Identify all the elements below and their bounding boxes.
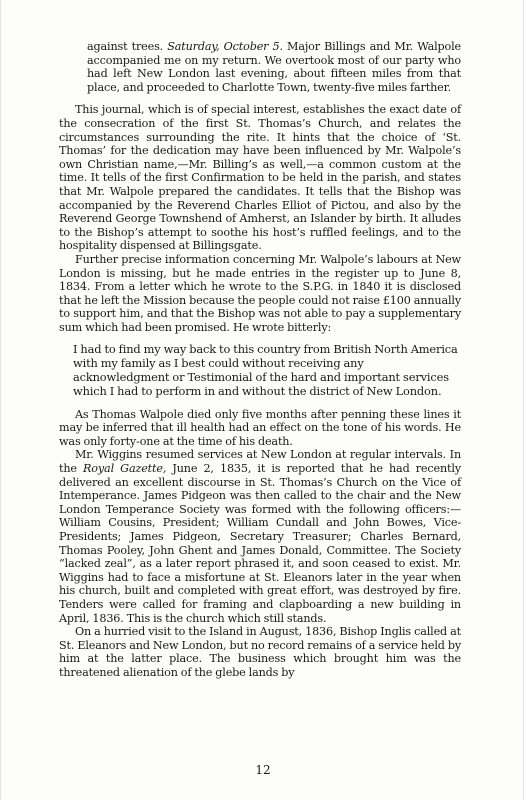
body-text: [59, 40, 461, 680]
paragraph-wiggins-services: Mr. Wiggins resumed services at New London at regular intervals. In the Royal Gazette, June 2, 1835, it is reported that he had recently delivered an excellent discourse in St. Thomas’s Church on the Vice of Intemperance. James Pidgeon was then called to the chair and the New London Temperance Society was formed with the following officers:—William Cousins, President; William Cundall and John Bowes, Vice-Presidents; James Pidgeon, Secretary Treasurer; Charles Bernard, Thomas Pooley, John Ghent and James Donald, Committee. The Society “lacked zeal”, as a later report phrased it, and soon ceased to exist. Mr. Wiggins had to face a misfortune at St. Eleanors later in the year when his church, built and completed with great effort, was destroyed by fire. Tenders were called for framing and clapboarding a new building in April, 1836. This is the church which still stands.: [59, 448, 461, 625]
paragraph-walpole-death: As Thomas Walpole died only five months after penning these lines it may be inferred that ill health had an effect on the tone of his words. He was only forty-one at the time of his death.: [59, 407, 461, 448]
block-quote-walpole: I had to find my way back to this country from British North America with my family as I best could without receiving any acknowledgment or Testimonial of the hard and important services which I had to perform in and without the district of New London.: [73, 342, 458, 398]
paragraph-walpole-labours: Further precise information concerning Mr. Walpole’s labours at New London is missing, but he made entries in the register up to June 8, 1834. From a letter which he wrote to the S.P.G. in 1840 it is disclosed that he left the Mission because the people could not raise £100 annually to support him, and that the Bishop was not able to pay a supplementary sum which had been promised. He wrote bitterly:: [59, 252, 461, 334]
paragraph-bishop-visit: On a hurried visit to the Island in August, 1836, Bishop Inglis called at St. Eleanors and New London, but no record remains of a service held by him at the latter place. The business which brought him was the threatened alienation of the glebe lands by: [59, 625, 461, 679]
paragraph-journal-continuation: against trees. Saturday, October 5. Major Billings and Mr. Walpole accompanied me on my return. We overtook most of our party who had left New London last evening, about fifteen miles from that place, and proceeded to Charlotte Town, twenty-five miles farther.: [87, 40, 462, 94]
page-number: 12: [255, 763, 271, 777]
paragraph-journal-significance: This journal, which is of special interest, establishes the exact date of the consecration of the first St. Thomas’s Church, and relates the circumstances surrounding the rite. It hints that the choice of ‘St. Thomas’ for the dedication may have been influenced by Mr. Walpole’s own Christian name,—Mr. Billing’s as well,—a common custom at the time. It tells of the first Confirmation to be held in the parish, and states that Mr. Walpole prepared the candidates. It tells that the Bishop was accompanied by the Reverend Charles Elliot of Pictou, and also by the Reverend George Townshend of Amherst, an Islander by birth. It alludes to the Bishop’s attempt to soothe his host’s ruffled feelings, and to the hospitality dispensed at Billingsgate.: [59, 103, 461, 253]
